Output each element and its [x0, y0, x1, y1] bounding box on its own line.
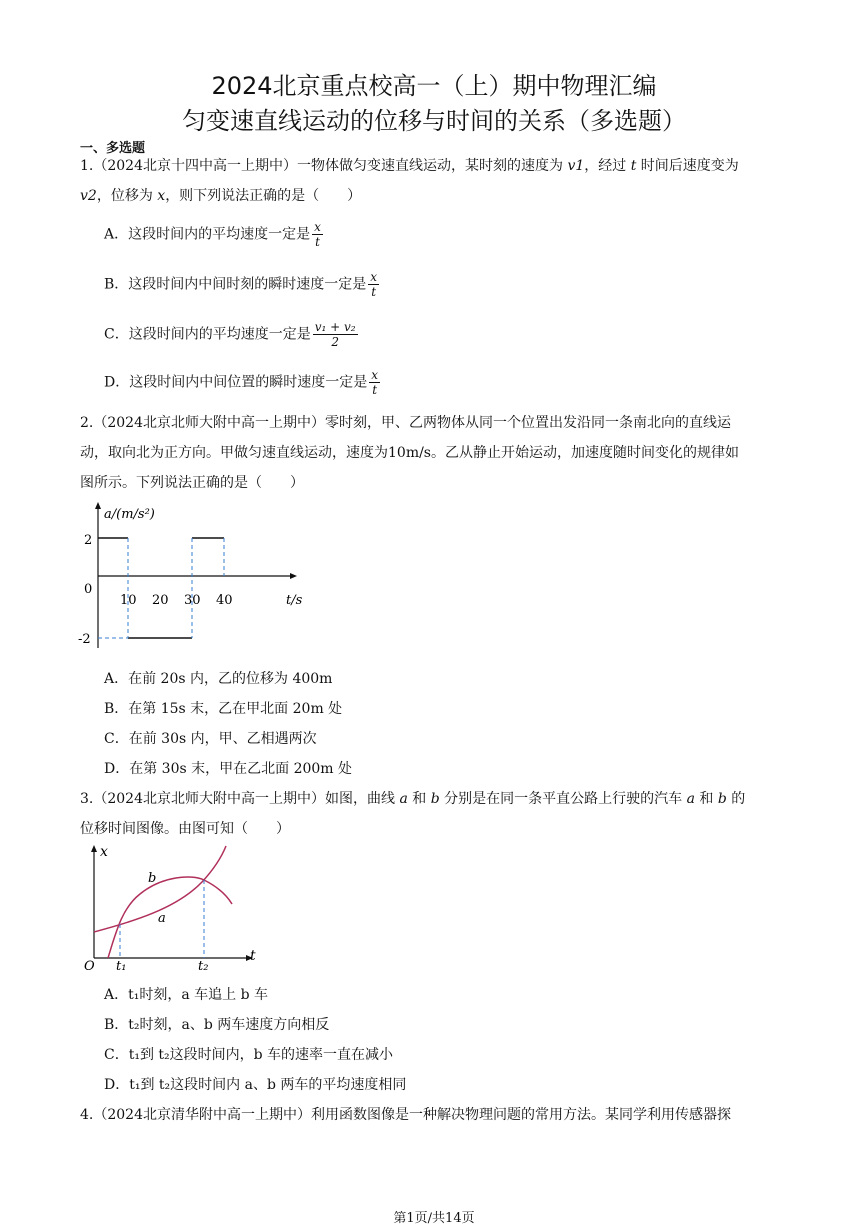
q2-option-d: D．在第 30s 末，甲在乙北面 200m 处	[104, 761, 353, 777]
q3-origin-label: O	[84, 959, 95, 974]
q1-stem-line1: 1.（2024北京十四中高一上期中）一物体做匀变速直线运动，某时刻的速度为 v1，经过 t 时间后速度变为	[80, 158, 739, 174]
q2-option-b: B．在第 15s 末，乙在甲北面 20m 处	[104, 701, 343, 717]
q3-position-time-graph	[80, 842, 270, 974]
q2-ytick-0: 0	[84, 582, 93, 597]
q3-option-a: A．t₁时刻，a 车追上 b 车	[104, 987, 269, 1003]
q2-xtick-20: 20	[152, 593, 169, 608]
q2-option-a: A．在前 20s 内，乙的位移为 400m	[104, 671, 333, 687]
q3-stem-line2: 位移时间图像。由图可知（ ）	[80, 821, 290, 837]
q3-option-c: C．t₁到 t₂这段时间内，b 车的速率一直在减小	[104, 1047, 394, 1063]
document-title: 2024北京重点校高一（上）期中物理汇编	[211, 72, 657, 100]
q2-ytick-2: 2	[84, 533, 93, 548]
q2-xtick-30: 30	[184, 593, 201, 608]
q2-stem-line3: 图所示。下列说法正确的是（ ）	[80, 475, 304, 491]
section-heading: 一、多选题	[80, 141, 146, 156]
q2-ytick-neg2: -2	[78, 632, 91, 647]
q3-y-label: x	[100, 844, 108, 860]
q3-x-label: t	[250, 948, 256, 964]
q3-curve-b	[108, 877, 232, 958]
q3-stem-line1: 3.（2024北京北师大附中高一上期中）如图，曲线 a 和 b 分别是在同一条平直公路上行驶的汽车 a 和 b 的	[80, 791, 746, 807]
q2-x-label: t/s	[286, 593, 303, 608]
q3-curve-a-label: a	[158, 911, 166, 926]
q3-y-axis-arrow	[91, 845, 97, 852]
q4-stem-line1: 4.（2024北京清华附中高一上期中）利用函数图像是一种解决物理问题的常用方法。某同学利用传感器探	[80, 1107, 731, 1123]
q2-xtick-10: 10	[120, 593, 137, 608]
q1-option-c: C．这段时间内的平均速度一定是 $\frac{\text{v₁ + v₂}}{2}$	[104, 320, 356, 349]
q2-option-c: C．在前 30s 内，甲、乙相遇两次	[104, 731, 317, 747]
q2-x-axis-arrow	[290, 573, 297, 579]
q3-t2-label: t₂	[198, 959, 209, 974]
q3-option-d: D．t₁到 t₂这段时间内 a、b 两车的平均速度相同	[104, 1077, 407, 1093]
q1-stem-line2: v2，位移为 x，则下列说法正确的是（ ）	[80, 188, 362, 204]
page-footer: 第1页/共14页	[393, 1211, 475, 1226]
q2-acceleration-graph	[78, 498, 318, 658]
q2-y-label: a/(m/s²)	[104, 507, 155, 522]
q3-curve-b-label: b	[148, 871, 157, 886]
q3-option-b: B．t₂时刻，a、b 两车速度方向相反	[104, 1017, 330, 1033]
q2-stem-line2: 动，取向北为正方向。甲做匀速直线运动，速度为10m/s。乙从静止开始运动，加速度随时间变化的规律如	[80, 445, 739, 461]
q1-option-b: B．这段时间内中间时刻的瞬时速度一定是 $\frac{x}{t}$	[104, 270, 378, 299]
document-subtitle: 匀变速直线运动的位移与时间的关系（多选题）	[182, 107, 686, 135]
q1-option-d: D．这段时间内中间位置的瞬时速度一定是 $\frac{x}{t}$	[104, 368, 379, 397]
q2-stem-line1: 2.（2024北京北师大附中高一上期中）零时刻，甲、乙两物体从同一个位置出发沿同一条南北向的直线运	[80, 415, 731, 431]
q1-option-a: A．这段时间内的平均速度一定是 $\frac{x}{t}$	[104, 220, 321, 249]
q2-xtick-40: 40	[216, 593, 233, 608]
q3-t1-label: t₁	[116, 959, 127, 974]
q2-y-axis-arrow	[95, 502, 101, 509]
